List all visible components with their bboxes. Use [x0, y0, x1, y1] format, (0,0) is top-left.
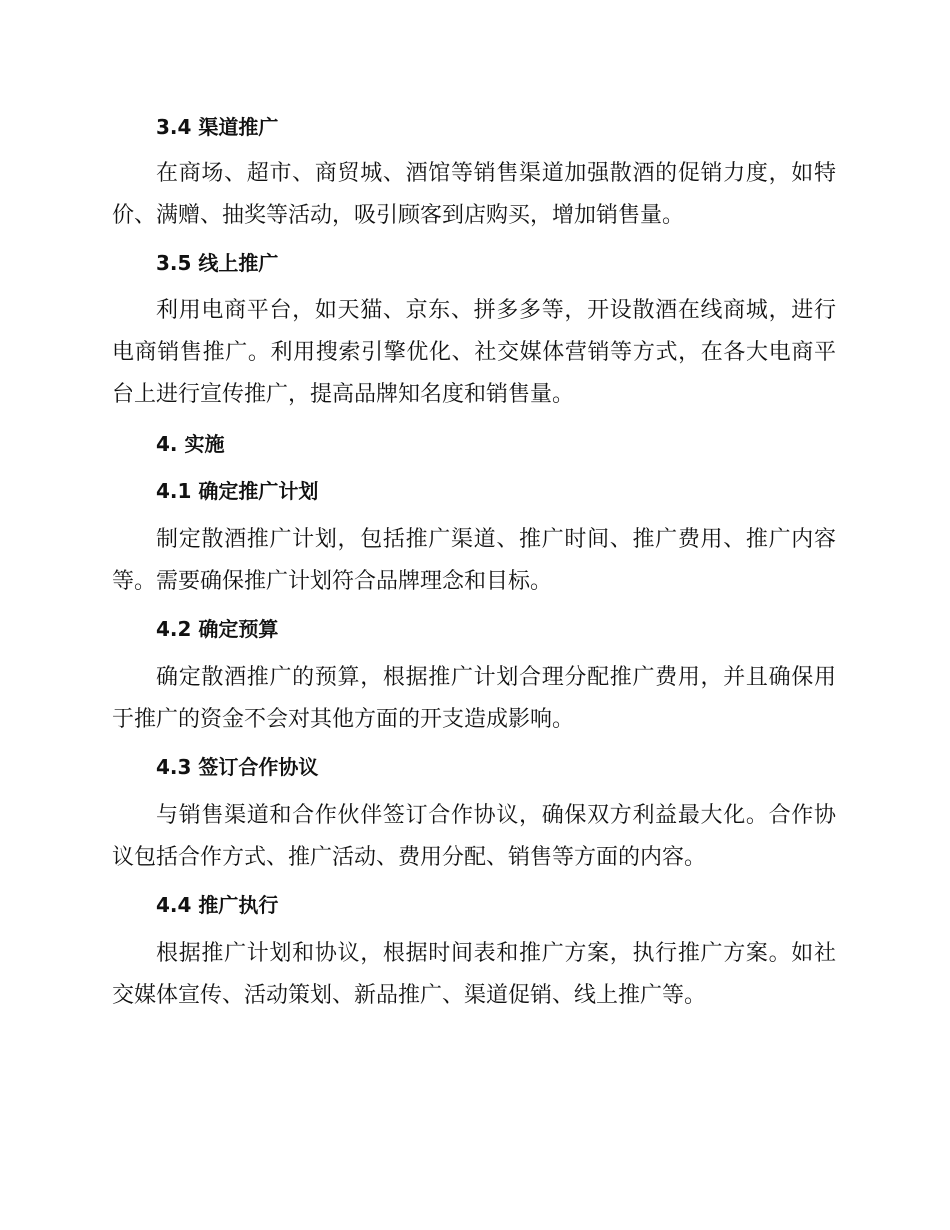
section-heading-3-5: 3.5 线上推广	[156, 251, 279, 275]
section-paragraph-4-1: 制定散酒推广计划，包括推广渠道、推广时间、推广费用、推广内容等。需要确保推广计划符合品牌理念和目标。	[112, 527, 836, 594]
section-paragraph-3-4: 在商场、超市、商贸城、酒馆等销售渠道加强散酒的促销力度，如特价、满赠、抽奖等活动，吸引顾客到店购买，增加销售量。	[112, 161, 836, 228]
section-heading-4-1: 4.1 确定推广计划	[156, 479, 319, 503]
section-paragraph-4-2: 确定散酒推广的预算，根据推广计划合理分配推广费用，并且确保用于推广的资金不会对其他方面的开支造成影响。	[112, 665, 836, 732]
section-heading-4-3: 4.3 签订合作协议	[156, 755, 319, 779]
section-heading-4-4: 4.4 推广执行	[156, 893, 279, 917]
section-paragraph-3-5: 利用电商平台，如天猫、京东、拼多多等，开设散酒在线商城，进行电商销售推广。利用搜索引擎优化、社交媒体营销等方式，在各大电商平台上进行宣传推广，提高品牌知名度和销售量。	[112, 298, 836, 407]
document-page	[112, 108, 836, 1017]
section-paragraph-4-4: 根据推广计划和协议，根据时间表和推广方案，执行推广方案。如社交媒体宣传、活动策划、新品推广、渠道促销、线上推广等。	[112, 941, 836, 1008]
section-heading-4-2: 4.2 确定预算	[156, 617, 279, 641]
section-heading-3-4: 3.4 渠道推广	[156, 115, 279, 139]
section-paragraph-4-3: 与销售渠道和合作伙伴签订合作协议，确保双方利益最大化。合作协议包括合作方式、推广活动、费用分配、销售等方面的内容。	[112, 803, 836, 870]
section-heading-4: 4. 实施	[156, 432, 225, 456]
